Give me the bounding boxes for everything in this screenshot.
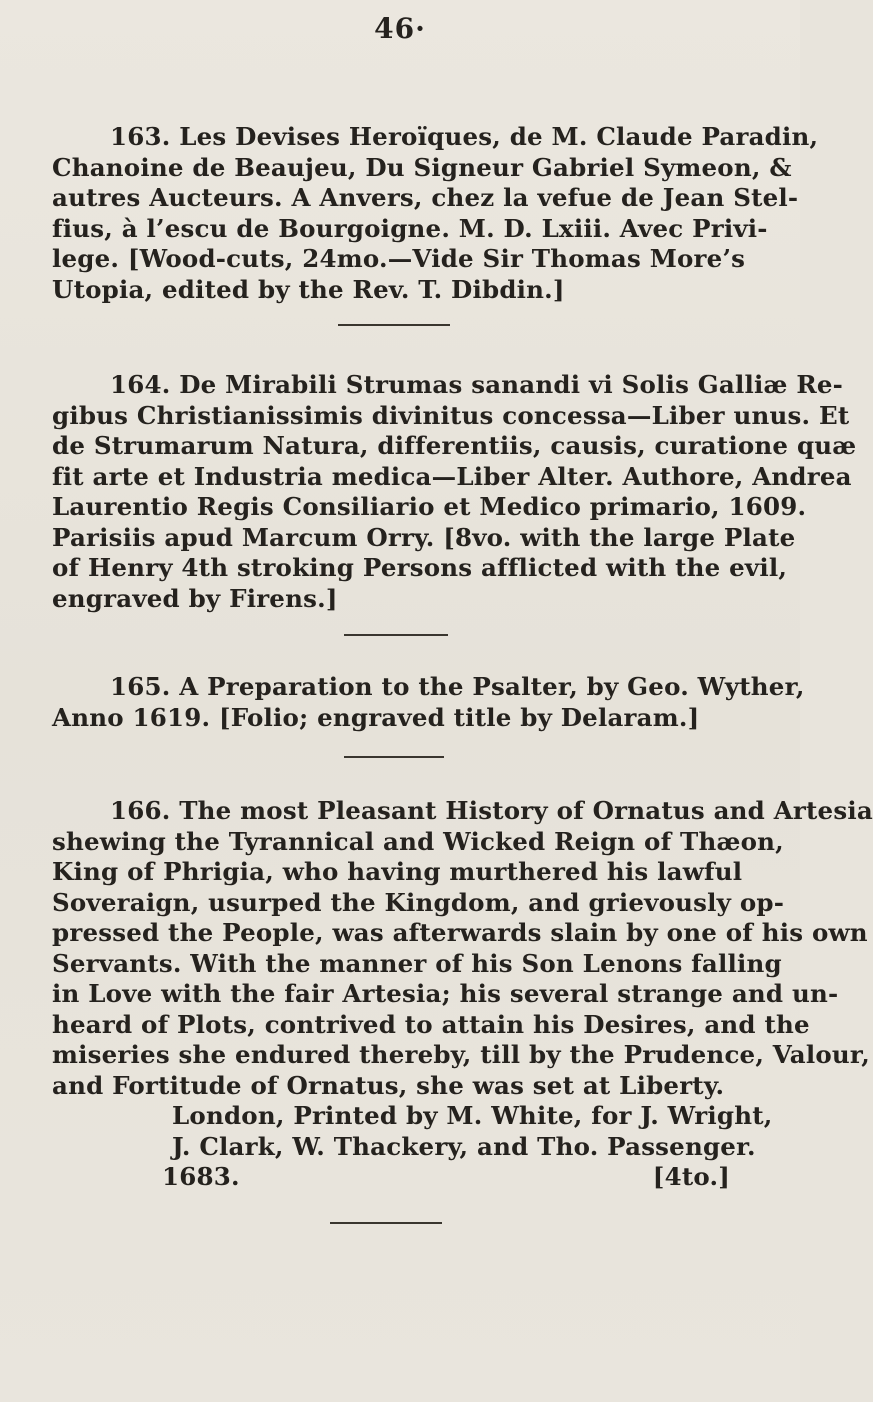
entry-line: 163. Les Devises Heroïques, de M. Claude Paradin, [110,122,819,151]
section-divider [338,324,450,326]
section-divider [344,756,444,758]
entry-line: in Love with the fair Artesia; his several strange and un- [52,979,839,1008]
entry-line: Soveraign, usurped the Kingdom, and grievously op- [52,887,785,917]
entry-line: King of Phrigia, who having murthered his lawful [52,857,743,886]
entry-line: Laurentio Regis Consiliario et Medico primario, 1609. [52,492,807,521]
entry-line: shewing the Tyrannical and Wicked Reign of Thæon, [52,826,784,856]
page-number: 46· [374,12,426,45]
imprint-date-format [52,1162,742,1193]
entry-line: 165. A Preparation to the Psalter, by Geo. Wyther, [110,672,805,701]
catalog-entry-165 [52,672,805,733]
entry-line: 164. De Mirabili Strumas sanandi vi Solis Galliæ Re- [110,370,844,399]
entry-line: de Strumarum Natura, differentiis, causis, curatione quæ [52,431,857,460]
entry-line: fit arte et Industria medica—Liber Alter. Authore, Andrea [52,461,852,491]
catalog-entry-163 [52,122,819,305]
catalog-entry-164 [52,370,857,614]
entry-line: Chanoine de Beaujeu, Du Signeur Gabriel Symeon, & [52,152,792,182]
entry-line: Parisiis apud Marcum Orry. [8vo. with the large Plate [52,522,796,552]
entry-line: Servants. With the manner of his Son Lenons falling [52,948,782,978]
book-format: [4to.] [652,1162,730,1191]
entry-line: miseries she endured thereby, till by the Prudence, Valour, [52,1040,870,1069]
entry-line: autres Aucteurs. A Anvers, chez la vefue de Jean Stel- [52,183,799,212]
section-divider [330,1222,442,1224]
entry-line: fius, à l’escu de Bourgoigne. M. D. Lxiii. Avec Privi- [52,213,768,243]
entry-line: and Fortitude of Ornatus, she was set at Liberty. [52,1070,725,1100]
entry-line: gibus Christianissimis divinitus concessa—Liber unus. Et [52,400,850,430]
entry-line: pressed the People, was afterwards slain by one of his own [52,918,868,947]
entry-line: 166. The most Pleasant History of Ornatus and Artesia [110,796,873,825]
entry-line: engraved by Firens.] [52,583,338,613]
entry-line: lege. [Wood-cuts, 24mo.—Vide Sir Thomas More’s [52,244,746,273]
section-divider [344,634,448,636]
imprint-year: 1683. [162,1162,240,1191]
entry-line: of Henry 4th stroking Persons afflicted with the evil, [52,553,788,582]
catalog-entry-166 [52,796,873,1193]
imprint-line: J. Clark, W. Thackery, and Tho. Passenger. [172,1131,756,1161]
entry-line: heard of Plots, contrived to attain his Desires, and the [52,1009,810,1039]
imprint-line: London, Printed by M. White, for J. Wright, [172,1101,773,1130]
entry-line: Anno 1619. [Folio; engraved title by Delaram.] [52,702,700,732]
entry-line: Utopia, edited by the Rev. T. Dibdin.] [52,274,565,304]
